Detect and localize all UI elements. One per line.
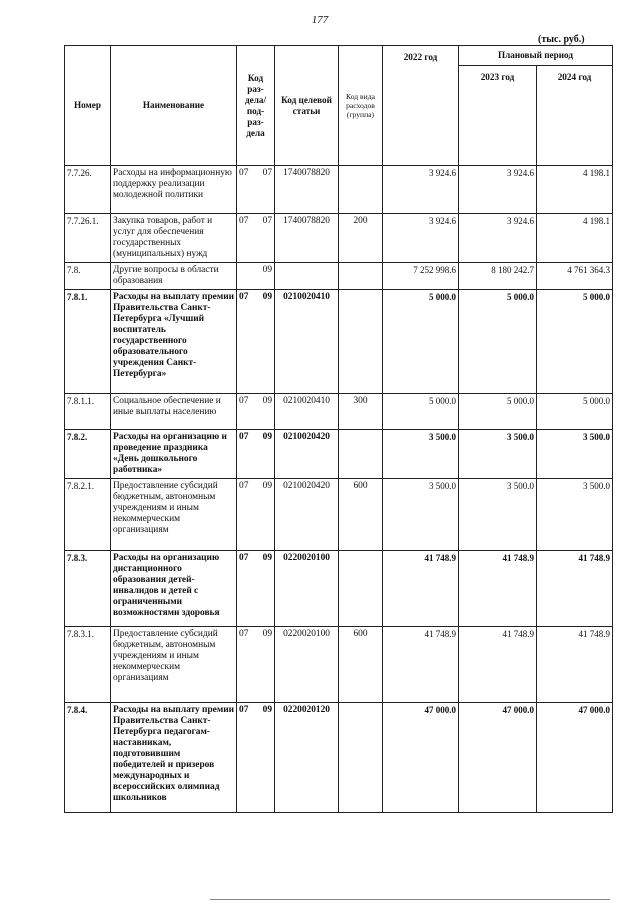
- row-2022: 41 748.9: [383, 551, 459, 627]
- row-2024: 5 000.0: [537, 290, 613, 394]
- table-body: [65, 166, 613, 813]
- row-2024: 4 198.1: [537, 214, 613, 263]
- row-section: [237, 394, 275, 430]
- row-subsection-code: 09: [262, 553, 272, 563]
- row-section: [237, 263, 275, 290]
- row-name: Расходы на выплату премии Правительства Санкт-Петербурга «Лучший воспитатель государственного образовательного учреждения Санкт-Петербурга»: [111, 290, 237, 394]
- row-expense-type: 200: [339, 214, 383, 263]
- row-2022: 41 748.9: [383, 627, 459, 703]
- table-row: [65, 551, 613, 627]
- row-2024: 4 198.1: [537, 166, 613, 214]
- row-section: [237, 479, 275, 551]
- row-target: [275, 263, 339, 290]
- row-expense-type: [339, 703, 383, 813]
- row-number: 7.8.1.1.: [65, 394, 111, 430]
- row-2023: 5 000.0: [459, 290, 537, 394]
- table-row: [65, 430, 613, 479]
- row-2024: 5 000.0: [537, 394, 613, 430]
- row-name: Закупка товаров, работ и услуг для обеспечения государственных (муниципальных) нужд: [111, 214, 237, 263]
- row-number: 7.8.3.1.: [65, 627, 111, 703]
- table-header: [65, 46, 613, 166]
- row-subsection-code: 07: [262, 216, 272, 226]
- row-target: 0210020420: [275, 479, 339, 551]
- header-number: Номер: [65, 46, 111, 166]
- units-label: (тыс. руб.): [538, 34, 585, 45]
- row-expense-type: 300: [339, 394, 383, 430]
- row-expense-type: [339, 430, 383, 479]
- row-target: 1740078820: [275, 214, 339, 263]
- row-name: Расходы на информационную поддержку реализации молодежной политики: [111, 166, 237, 214]
- page-number: 177: [311, 14, 329, 26]
- row-2022: 3 500.0: [383, 430, 459, 479]
- row-2024: 47 000.0: [537, 703, 613, 813]
- header-expense-type: Код вида расходов (группа): [339, 46, 383, 166]
- row-section-code: 07: [239, 481, 249, 491]
- row-2023: 3 924.6: [459, 214, 537, 263]
- table-row: [65, 263, 613, 290]
- table-row: [65, 290, 613, 394]
- row-number: 7.8.2.1.: [65, 479, 111, 551]
- row-subsection-code: 09: [262, 432, 272, 442]
- row-2022: 3 924.6: [383, 166, 459, 214]
- row-subsection-code: 09: [262, 481, 272, 491]
- row-section-code: 07: [239, 553, 249, 563]
- row-subsection-code: 09: [262, 292, 272, 302]
- header-2023: 2023 год: [459, 66, 537, 166]
- row-2022: 3 500.0: [383, 479, 459, 551]
- row-2024: 41 748.9: [537, 627, 613, 703]
- row-2022: 5 000.0: [383, 290, 459, 394]
- row-2023: 41 748.9: [459, 551, 537, 627]
- table-row: [65, 394, 613, 430]
- row-subsection-code: 07: [262, 168, 272, 178]
- row-2024: 4 761 364.3: [537, 263, 613, 290]
- row-2023: 41 748.9: [459, 627, 537, 703]
- row-name: Социальное обеспечение и иные выплаты населению: [111, 394, 237, 430]
- header-planned: Плановый период: [459, 46, 613, 66]
- header-2024: 2024 год: [537, 66, 613, 166]
- row-2022: 3 924.6: [383, 214, 459, 263]
- row-2024: 3 500.0: [537, 430, 613, 479]
- row-number: 7.8.4.: [65, 703, 111, 813]
- row-2022: 5 000.0: [383, 394, 459, 430]
- row-2024: 41 748.9: [537, 551, 613, 627]
- row-number: 7.8.: [65, 263, 111, 290]
- row-2023: 8 180 242.7: [459, 263, 537, 290]
- row-number: 7.7.26.: [65, 166, 111, 214]
- row-expense-type: 600: [339, 627, 383, 703]
- row-expense-type: [339, 263, 383, 290]
- row-name: Предоставление субсидий бюджетным, автономным учреждениям и иным некоммерческим организациям: [111, 479, 237, 551]
- row-subsection-code: 09: [262, 265, 272, 275]
- row-subsection-code: 09: [262, 705, 272, 715]
- row-section-code: 07: [239, 292, 249, 302]
- row-section-code: 07: [239, 216, 249, 226]
- row-section: [237, 290, 275, 394]
- row-target: 0220020120: [275, 703, 339, 813]
- row-2023: 5 000.0: [459, 394, 537, 430]
- row-target: 0210020420: [275, 430, 339, 479]
- row-number: 7.8.1.: [65, 290, 111, 394]
- row-2024: 3 500.0: [537, 479, 613, 551]
- header-section: Код раз- дела/ под- раз- дела: [237, 46, 275, 166]
- row-section-code: 07: [239, 432, 249, 442]
- row-section: [237, 214, 275, 263]
- row-section: [237, 703, 275, 813]
- row-section: [237, 551, 275, 627]
- row-target: 1740078820: [275, 166, 339, 214]
- table-row: [65, 627, 613, 703]
- row-2023: 3 500.0: [459, 430, 537, 479]
- table-row: [65, 166, 613, 214]
- row-section: [237, 166, 275, 214]
- header-target: Код целевой статьи: [275, 46, 339, 166]
- row-number: 7.8.2.: [65, 430, 111, 479]
- row-2022: 7 252 998.6: [383, 263, 459, 290]
- row-target: 0220020100: [275, 627, 339, 703]
- row-target: 0220020100: [275, 551, 339, 627]
- row-target: 0210020410: [275, 290, 339, 394]
- row-2023: 3 924.6: [459, 166, 537, 214]
- row-name: Расходы на выплату премии Правительства Санкт-Петербурга педагогам-наставникам, подготовившим победителей и призеров международных и всероссийских олимпиад школьников: [111, 703, 237, 813]
- row-expense-type: [339, 166, 383, 214]
- row-section: [237, 430, 275, 479]
- row-section: [237, 627, 275, 703]
- row-subsection-code: 09: [262, 629, 272, 639]
- row-name: Расходы на организацию дистанционного образования детей-инвалидов и детей с ограниченными возможностями здоровья: [111, 551, 237, 627]
- row-section-code: 07: [239, 396, 249, 406]
- table-row: [65, 479, 613, 551]
- row-target: 0210020410: [275, 394, 339, 430]
- row-number: 7.7.26.1.: [65, 214, 111, 263]
- row-expense-type: 600: [339, 479, 383, 551]
- row-name: Расходы на организацию и проведение праздника «День дошкольного работника»: [111, 430, 237, 479]
- row-section-code: 07: [239, 705, 249, 715]
- table-row: [65, 703, 613, 813]
- budget-table: [64, 45, 613, 813]
- footer-rule: [210, 899, 610, 900]
- row-subsection-code: 09: [262, 396, 272, 406]
- header-name: Наименование: [111, 46, 237, 166]
- row-expense-type: [339, 290, 383, 394]
- row-section-code: 07: [239, 168, 249, 178]
- row-number: 7.8.3.: [65, 551, 111, 627]
- row-name: Другие вопросы в области образования: [111, 263, 237, 290]
- row-2023: 47 000.0: [459, 703, 537, 813]
- row-name: Предоставление субсидий бюджетным, автономным учреждениям и иным некоммерческим организациям: [111, 627, 237, 703]
- row-expense-type: [339, 551, 383, 627]
- row-2022: 47 000.0: [383, 703, 459, 813]
- row-section-code: 07: [239, 629, 249, 639]
- header-2022: 2022 год: [383, 46, 459, 166]
- row-2023: 3 500.0: [459, 479, 537, 551]
- table-row: [65, 214, 613, 263]
